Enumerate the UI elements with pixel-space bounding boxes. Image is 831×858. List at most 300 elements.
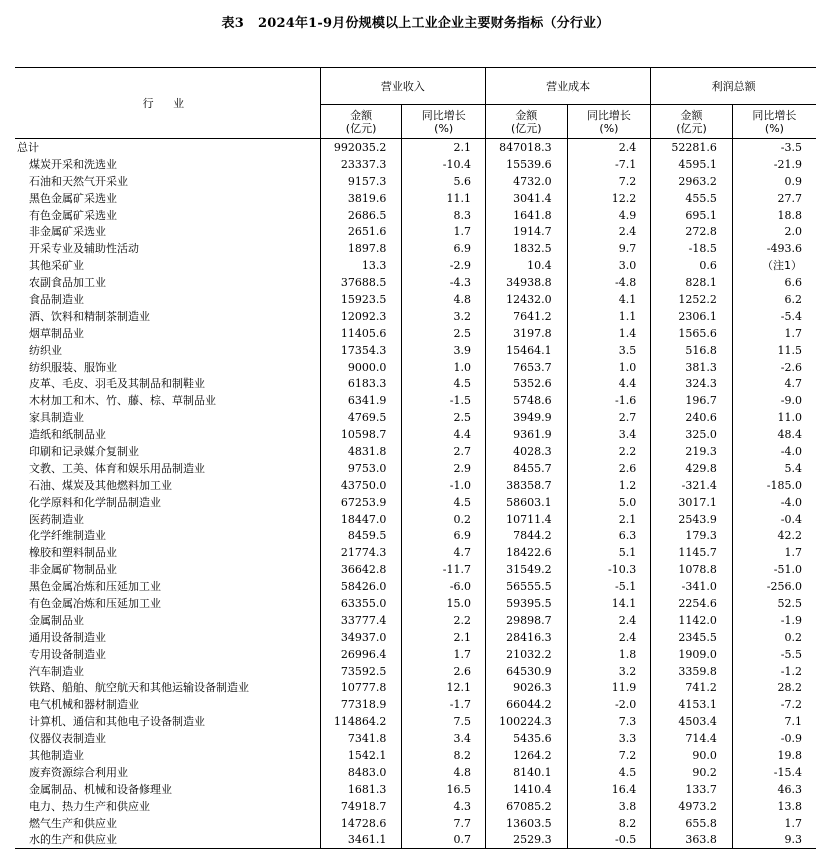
revenue-amount-cell: 8483.0 [320,764,402,781]
revenue-growth-cell: 0.2 [402,511,486,528]
revenue-growth-cell: 2.1 [402,629,486,646]
revenue-growth-cell: 8.2 [402,747,486,764]
growth-unit: (%) [599,121,619,135]
profit-amount-cell: 219.3 [651,443,733,460]
cost-growth-cell: 5.0 [567,494,651,511]
profit-amount-cell: 1078.8 [651,561,733,578]
revenue-growth-cell: 3.4 [402,730,486,747]
profit-amount-cell: 1565.6 [651,325,733,342]
industry-name-cell: 计算机、通信和其他电子设备制造业 [29,715,205,729]
revenue-growth-cell: 1.0 [402,359,486,376]
revenue-amount-cell: 33777.4 [320,612,402,629]
industry-name-cell: 有色金属冶炼和压延加工业 [29,596,161,610]
profit-amount-cell: 2963.2 [651,173,733,190]
table-title [0,12,831,31]
revenue-growth-cell: 4.7 [402,544,486,561]
profit-amount-cell: 0.6 [651,257,733,274]
table-row [15,713,816,730]
industry-name-cell: 其他采矿业 [29,259,84,273]
cost-growth-cell: -0.5 [567,832,651,849]
cost-amount-cell: 1264.2 [486,747,568,764]
table-row [15,680,816,697]
profit-amount-cell: 741.2 [651,680,733,697]
cost-growth-header [567,105,651,139]
amount-unit: (亿元) [676,121,707,135]
cost-growth-cell: 3.4 [567,426,651,443]
cost-growth-cell: 2.4 [567,612,651,629]
cost-amount-cell: 13603.5 [486,815,568,832]
cost-growth-cell: 4.1 [567,291,651,308]
revenue-amount-cell: 15923.5 [320,291,402,308]
industry-name-cell: 酒、饮料和精制茶制造业 [29,309,150,323]
revenue-growth-cell: 8.3 [402,207,486,224]
cost-amount-cell: 100224.3 [486,713,568,730]
profit-amount-cell: 240.6 [651,409,733,426]
profit-amount-cell: -18.5 [651,240,733,257]
revenue-amount-cell: 114864.2 [320,713,402,730]
revenue-growth-cell: 3.9 [402,342,486,359]
profit-amount-cell: 2543.9 [651,511,733,528]
cost-growth-cell: 3.2 [567,663,651,680]
cost-amount-cell: 8455.7 [486,460,568,477]
table-row [15,494,816,511]
cost-amount-cell: 3949.9 [486,409,568,426]
cost-growth-cell: -2.0 [567,696,651,713]
profit-amount-cell: 133.7 [651,781,733,798]
revenue-growth-cell: 4.8 [402,764,486,781]
profit-growth-cell: -493.6 [732,240,816,257]
amount-label: 金额 [350,108,373,122]
revenue-amount-cell: 2651.6 [320,223,402,240]
industry-name-cell: 电力、热力生产和供应业 [29,799,150,813]
cost-amount-cell: 10.4 [486,257,568,274]
revenue-amount-cell: 9000.0 [320,359,402,376]
profit-amount-cell: 4595.1 [651,156,733,173]
cost-amount-cell: 28416.3 [486,629,568,646]
profit-amount-cell: 1252.2 [651,291,733,308]
cost-growth-cell: 9.7 [567,240,651,257]
cost-amount-cell: 18422.6 [486,544,568,561]
cost-amount-cell: 1832.5 [486,240,568,257]
profit-growth-cell: 48.4 [732,426,816,443]
industry-name-cell: 专用设备制造业 [29,647,106,661]
cost-amount-cell: 34938.8 [486,274,568,291]
cost-growth-cell: 3.3 [567,730,651,747]
table-row [15,342,816,359]
industry-name-cell: 文教、工美、体育和娱乐用品制造业 [29,461,205,475]
revenue-growth-cell: -1.7 [402,696,486,713]
industry-name-cell: 金属制品业 [29,613,84,627]
industry-name-cell: 石油和天然气开采业 [29,174,128,188]
cost-growth-cell: 2.4 [567,223,651,240]
cost-growth-cell: 4.5 [567,764,651,781]
revenue-growth-cell: 1.7 [402,223,486,240]
cost-growth-cell: 1.8 [567,646,651,663]
profit-growth-cell: -3.5 [732,139,816,156]
profit-growth-cell: 11.5 [732,342,816,359]
profit-amount-cell: 324.3 [651,375,733,392]
revenue-amount-cell: 14728.6 [320,815,402,832]
revenue-growth-cell: 4.8 [402,291,486,308]
profit-growth-cell: 0.2 [732,629,816,646]
revenue-amount-cell: 6183.3 [320,375,402,392]
revenue-growth-cell: 4.5 [402,494,486,511]
profit-amount-cell: 2345.5 [651,629,733,646]
profit-amount-cell: 179.3 [651,527,733,544]
table-row [15,629,816,646]
table-title-text: 2024年1-9月份规模以上工业企业主要财务指标（分行业） [257,16,610,31]
cost-amount-cell: 847018.3 [486,139,568,156]
growth-label: 同比增长 [586,108,631,122]
profit-amount-cell: 90.2 [651,764,733,781]
cost-growth-cell: 2.4 [567,139,651,156]
profit-growth-cell: -185.0 [732,477,816,494]
profit-growth-header [732,105,816,139]
profit-growth-cell: -0.9 [732,730,816,747]
table-row [15,240,816,257]
industry-name-cell: 黑色金属冶炼和压延加工业 [29,580,161,594]
profit-group-header: 利润总额 [651,68,816,105]
table-header [15,68,816,139]
table-row [15,274,816,291]
industry-name-cell: 家具制造业 [29,411,84,425]
revenue-amount-cell: 1542.1 [320,747,402,764]
cost-growth-cell: -5.1 [567,578,651,595]
industry-name-cell: 总计 [17,140,39,154]
profit-amount-cell: 516.8 [651,342,733,359]
profit-growth-cell: 52.5 [732,595,816,612]
profit-growth-cell: 13.8 [732,798,816,815]
revenue-amount-cell: 58426.0 [320,578,402,595]
revenue-growth-cell: 2.2 [402,612,486,629]
cost-amount-cell: 38358.7 [486,477,568,494]
cost-amount-cell: 2529.3 [486,832,568,849]
profit-amount-cell: -321.4 [651,477,733,494]
table-row [15,764,816,781]
revenue-amount-cell: 10598.7 [320,426,402,443]
revenue-growth-cell: 4.3 [402,798,486,815]
profit-growth-cell: 18.8 [732,207,816,224]
cost-amount-cell: 7844.2 [486,527,568,544]
revenue-amount-cell: 63355.0 [320,595,402,612]
industry-name-cell: 农副食品加工业 [29,276,106,290]
profit-growth-cell: 5.4 [732,460,816,477]
cost-growth-cell: 1.2 [567,477,651,494]
cost-amount-cell: 5748.6 [486,392,568,409]
cost-group-header: 营业成本 [486,68,651,105]
profit-growth-cell: 19.8 [732,747,816,764]
profit-growth-cell: 6.2 [732,291,816,308]
revenue-growth-cell: 2.5 [402,325,486,342]
revenue-amount-cell: 4831.8 [320,443,402,460]
industry-name-cell: 煤炭开采和洗选业 [29,157,117,171]
profit-growth-cell: -9.0 [732,392,816,409]
profit-growth-cell: -5.5 [732,646,816,663]
cost-growth-cell: 14.1 [567,595,651,612]
cost-growth-cell: 1.1 [567,308,651,325]
revenue-amount-cell: 8459.5 [320,527,402,544]
industry-name-cell: 造纸和纸制品业 [29,428,106,442]
table-row [15,511,816,528]
profit-growth-cell: 27.7 [732,190,816,207]
cost-growth-cell: 2.1 [567,511,651,528]
revenue-amount-cell: 43750.0 [320,477,402,494]
revenue-growth-cell: 1.7 [402,646,486,663]
cost-growth-cell: 4.9 [567,207,651,224]
revenue-amount-header [320,105,402,139]
revenue-growth-cell: 15.0 [402,595,486,612]
profit-growth-cell: -0.4 [732,511,816,528]
industry-name-cell: 烟草制品业 [29,326,84,340]
revenue-amount-cell: 1681.3 [320,781,402,798]
revenue-growth-cell: -1.0 [402,477,486,494]
revenue-amount-cell: 23337.3 [320,156,402,173]
table-row [15,190,816,207]
profit-amount-cell: 455.5 [651,190,733,207]
total-row [15,139,816,156]
revenue-amount-cell: 10777.8 [320,680,402,697]
cost-amount-cell: 12432.0 [486,291,568,308]
revenue-growth-cell: 5.6 [402,173,486,190]
industry-name-cell: 金属制品、机械和设备修理业 [29,782,172,796]
revenue-growth-cell: 7.5 [402,713,486,730]
cost-growth-cell: 2.4 [567,629,651,646]
profit-amount-cell: 3359.8 [651,663,733,680]
industry-name-cell: 燃气生产和供应业 [29,816,117,830]
cost-growth-cell: 3.5 [567,342,651,359]
table-row [15,207,816,224]
profit-growth-cell: 11.0 [732,409,816,426]
cost-amount-cell: 31549.2 [486,561,568,578]
revenue-amount-cell: 12092.3 [320,308,402,325]
profit-growth-cell: -7.2 [732,696,816,713]
amount-unit: (亿元) [511,121,542,135]
revenue-growth-header [402,105,486,139]
profit-growth-cell: 4.7 [732,375,816,392]
cost-growth-cell: 3.8 [567,798,651,815]
cost-growth-cell: 7.2 [567,747,651,764]
industry-name-cell: 汽车制造业 [29,664,84,678]
cost-growth-cell: 4.4 [567,375,651,392]
industry-name-cell: 废弃资源综合利用业 [29,765,128,779]
revenue-growth-cell: 7.7 [402,815,486,832]
profit-growth-cell: -51.0 [732,561,816,578]
profit-growth-cell: 0.9 [732,173,816,190]
industry-name-cell: 化学原料和化学制品制造业 [29,495,161,509]
cost-growth-cell: -1.6 [567,392,651,409]
revenue-growth-cell: 2.1 [402,139,486,156]
cost-amount-cell: 15464.1 [486,342,568,359]
table-row [15,291,816,308]
cost-growth-cell: 1.0 [567,359,651,376]
industry-name-cell: 医药制造业 [29,512,84,526]
table-row [15,359,816,376]
revenue-growth-cell: 16.5 [402,781,486,798]
growth-unit: (%) [764,121,784,135]
profit-growth-cell: 7.1 [732,713,816,730]
table-row [15,156,816,173]
profit-growth-cell: 2.0 [732,223,816,240]
cost-amount-cell: 3041.4 [486,190,568,207]
cost-growth-cell: 7.2 [567,173,651,190]
revenue-growth-cell: 6.9 [402,527,486,544]
table-row [15,561,816,578]
revenue-amount-cell: 9157.3 [320,173,402,190]
cost-amount-cell: 15539.6 [486,156,568,173]
cost-growth-cell: 8.2 [567,815,651,832]
growth-label: 同比增长 [421,108,466,122]
industry-name-cell: 开采专业及辅助性活动 [29,242,139,256]
profit-growth-cell: 42.2 [732,527,816,544]
profit-growth-cell: -256.0 [732,578,816,595]
revenue-growth-cell: 3.2 [402,308,486,325]
profit-growth-cell: -2.6 [732,359,816,376]
profit-growth-cell: -5.4 [732,308,816,325]
profit-amount-cell: 2306.1 [651,308,733,325]
cost-amount-cell: 58603.1 [486,494,568,511]
amount-unit: (亿元) [345,121,377,135]
cost-growth-cell: 7.3 [567,713,651,730]
table-row [15,223,816,240]
profit-amount-cell: 381.3 [651,359,733,376]
revenue-growth-cell: 4.4 [402,426,486,443]
profit-growth-cell: -15.4 [732,764,816,781]
cost-growth-cell: 1.4 [567,325,651,342]
table-row [15,477,816,494]
industry-name-cell: 水的生产和供应业 [15,832,320,849]
cost-amount-header [486,105,568,139]
profit-amount-cell: 196.7 [651,392,733,409]
revenue-amount-cell: 17354.3 [320,342,402,359]
profit-growth-cell: 28.2 [732,680,816,697]
profit-amount-cell: -341.0 [651,578,733,595]
revenue-amount-cell: 4769.5 [320,409,402,426]
revenue-amount-cell: 21774.3 [320,544,402,561]
cost-amount-cell: 1641.8 [486,207,568,224]
revenue-growth-cell: -4.3 [402,274,486,291]
industry-name-cell: 石油、煤炭及其他燃料加工业 [29,478,172,492]
cost-amount-cell: 4028.3 [486,443,568,460]
industry-name-cell: 黑色金属矿采选业 [29,191,117,205]
industry-name-cell: 木材加工和木、竹、藤、棕、草制品业 [29,394,216,408]
industry-name-cell: 仪器仪表制造业 [29,732,106,746]
profit-amount-cell: 2254.6 [651,595,733,612]
table-row [15,646,816,663]
revenue-amount-cell: 1897.8 [320,240,402,257]
revenue-amount-cell: 13.3 [320,257,402,274]
profit-growth-cell: 46.3 [732,781,816,798]
profit-growth-cell: 1.7 [732,544,816,561]
profit-amount-cell: 655.8 [651,815,733,832]
profit-amount-cell: 52281.6 [651,139,733,156]
growth-unit: (%) [434,121,454,135]
cost-growth-cell: 12.2 [567,190,651,207]
profit-growth-cell: -4.0 [732,494,816,511]
industry-name-cell: 通用设备制造业 [29,630,106,644]
industry-name-cell: 电气机械和器材制造业 [29,698,139,712]
profit-growth-cell: （注1） [732,257,816,274]
revenue-amount-cell: 74918.7 [320,798,402,815]
profit-amount-cell: 3017.1 [651,494,733,511]
industry-name-cell: 纺织服装、服饰业 [29,360,117,374]
table-row [15,426,816,443]
revenue-amount-cell: 36642.8 [320,561,402,578]
revenue-growth-cell: 4.5 [402,375,486,392]
revenue-growth-cell: -6.0 [402,578,486,595]
table-row [15,392,816,409]
cost-amount-cell: 21032.2 [486,646,568,663]
profit-growth-cell: -4.0 [732,443,816,460]
revenue-amount-cell: 77318.9 [320,696,402,713]
cost-growth-cell: 16.4 [567,781,651,798]
growth-label: 同比增长 [752,108,797,122]
profit-amount-cell: 272.8 [651,223,733,240]
revenue-growth-cell: -11.7 [402,561,486,578]
cost-amount-cell: 9026.3 [486,680,568,697]
table-row [15,308,816,325]
cost-amount-cell: 67085.2 [486,798,568,815]
profit-growth-cell: 6.6 [732,274,816,291]
revenue-amount-cell: 992035.2 [320,139,402,156]
cost-amount-cell: 7641.2 [486,308,568,325]
revenue-growth-cell: 11.1 [402,190,486,207]
industry-column-header: 行 业 [15,68,320,139]
cost-growth-cell: 2.7 [567,409,651,426]
cost-growth-cell: 11.9 [567,680,651,697]
profit-amount-header [651,105,733,139]
industry-name-cell: 皮革、毛皮、羽毛及其制品和制鞋业 [29,377,205,391]
cost-amount-cell: 3197.8 [486,325,568,342]
industry-name-cell: 其他制造业 [29,749,84,762]
industry-name-cell: 非金属矿物制品业 [29,563,117,577]
table-row [15,730,816,747]
cost-growth-cell: 5.1 [567,544,651,561]
cost-amount-cell: 5352.6 [486,375,568,392]
industry-name-cell: 食品制造业 [29,292,84,306]
cost-growth-cell: -10.3 [567,561,651,578]
profit-amount-cell: 363.8 [651,832,733,849]
profit-amount-cell: 828.1 [651,274,733,291]
cost-growth-cell: 3.0 [567,257,651,274]
revenue-growth-cell: -2.9 [402,257,486,274]
table-row [15,781,816,798]
cost-growth-cell: 6.3 [567,527,651,544]
revenue-amount-cell: 18447.0 [320,511,402,528]
revenue-amount-cell: 34937.0 [320,629,402,646]
table-row [15,375,816,392]
revenue-amount-cell: 67253.9 [320,494,402,511]
cost-growth-cell: -4.8 [567,274,651,291]
profit-amount-cell: 4153.1 [651,696,733,713]
cost-amount-cell: 64530.9 [486,663,568,680]
cost-amount-cell: 29898.7 [486,612,568,629]
cost-growth-cell: -7.1 [567,156,651,173]
cost-amount-cell: 9361.9 [486,426,568,443]
revenue-growth-cell: 2.9 [402,460,486,477]
cost-amount-cell: 7653.7 [486,359,568,376]
revenue-growth-cell: 6.9 [402,240,486,257]
table-row [15,409,816,426]
table-row [15,798,816,815]
financial-indicators-table [15,67,816,849]
table-row [15,325,816,342]
cost-amount-cell: 1410.4 [486,781,568,798]
table-row [15,832,816,849]
profit-growth-cell: -1.2 [732,663,816,680]
profit-growth-cell: 9.3 [732,832,816,849]
table-row [15,544,816,561]
cost-amount-cell: 4732.0 [486,173,568,190]
